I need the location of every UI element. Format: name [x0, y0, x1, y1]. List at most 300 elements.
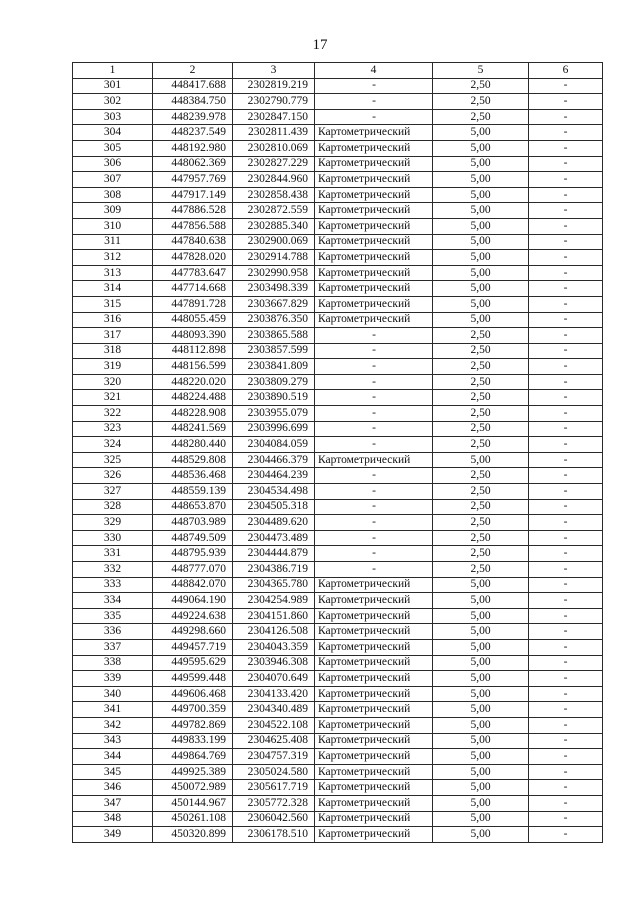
y-coordinate-cell: 2302858.438 [233, 187, 315, 203]
method-cell: Картометрический [315, 577, 433, 593]
description-cell: - [529, 764, 603, 780]
x-coordinate-cell: 449606.468 [153, 686, 233, 702]
description-cell: - [529, 702, 603, 718]
x-coordinate-cell: 447783.647 [153, 265, 233, 281]
point-number-cell: 342 [73, 717, 153, 733]
table-row [73, 421, 603, 437]
x-coordinate-cell: 448384.750 [153, 94, 233, 110]
y-coordinate-cell: 2302900.069 [233, 234, 315, 250]
point-number-cell: 322 [73, 406, 153, 422]
description-cell: - [529, 639, 603, 655]
column-header: 1 [73, 63, 153, 79]
x-coordinate-cell: 448062.369 [153, 156, 233, 172]
method-cell: - [315, 515, 433, 531]
x-coordinate-cell: 448529.808 [153, 452, 233, 468]
description-cell: - [529, 328, 603, 344]
accuracy-cell: 2,50 [433, 499, 529, 515]
method-cell: - [315, 390, 433, 406]
description-cell: - [529, 749, 603, 765]
method-cell: Картометрический [315, 655, 433, 671]
y-coordinate-cell: 2305617.719 [233, 780, 315, 796]
method-cell: - [315, 78, 433, 94]
method-cell: - [315, 546, 433, 562]
table-row [73, 250, 603, 266]
description-cell: - [529, 94, 603, 110]
point-number-cell: 311 [73, 234, 153, 250]
point-number-cell: 326 [73, 468, 153, 484]
description-cell: - [529, 296, 603, 312]
description-cell: - [529, 780, 603, 796]
y-coordinate-cell: 2304473.489 [233, 530, 315, 546]
description-cell: - [529, 265, 603, 281]
accuracy-cell: 5,00 [433, 281, 529, 297]
y-coordinate-cell: 2304151.860 [233, 608, 315, 624]
accuracy-cell: 5,00 [433, 795, 529, 811]
point-number-cell: 343 [73, 733, 153, 749]
method-cell: Картометрический [315, 218, 433, 234]
description-cell: - [529, 671, 603, 687]
point-number-cell: 348 [73, 811, 153, 827]
y-coordinate-cell: 2302844.960 [233, 172, 315, 188]
accuracy-cell: 2,50 [433, 406, 529, 422]
accuracy-cell: 5,00 [433, 452, 529, 468]
accuracy-cell: 5,00 [433, 811, 529, 827]
method-cell: Картометрический [315, 717, 433, 733]
y-coordinate-cell: 2303857.599 [233, 343, 315, 359]
method-cell: Картометрический [315, 795, 433, 811]
point-number-cell: 321 [73, 390, 153, 406]
method-cell: Картометрический [315, 593, 433, 609]
y-coordinate-cell: 2305024.580 [233, 764, 315, 780]
accuracy-cell: 5,00 [433, 671, 529, 687]
description-cell: - [529, 452, 603, 468]
point-number-cell: 334 [73, 593, 153, 609]
point-number-cell: 315 [73, 296, 153, 312]
x-coordinate-cell: 448192.980 [153, 140, 233, 156]
y-coordinate-cell: 2304133.420 [233, 686, 315, 702]
accuracy-cell: 5,00 [433, 749, 529, 765]
accuracy-cell: 2,50 [433, 562, 529, 578]
x-coordinate-cell: 449595.629 [153, 655, 233, 671]
description-cell: - [529, 421, 603, 437]
description-cell: - [529, 593, 603, 609]
table-row [73, 94, 603, 110]
method-cell: Картометрический [315, 156, 433, 172]
table-row [73, 109, 603, 125]
method-cell: Картометрический [315, 702, 433, 718]
accuracy-cell: 2,50 [433, 390, 529, 406]
y-coordinate-cell: 2304505.318 [233, 499, 315, 515]
method-cell: Картометрический [315, 686, 433, 702]
accuracy-cell: 5,00 [433, 608, 529, 624]
x-coordinate-cell: 448536.468 [153, 468, 233, 484]
method-cell: Картометрический [315, 140, 433, 156]
table-row [73, 125, 603, 141]
x-coordinate-cell: 448703.989 [153, 515, 233, 531]
table-row [73, 608, 603, 624]
y-coordinate-cell: 2304757.319 [233, 749, 315, 765]
description-cell: - [529, 655, 603, 671]
y-coordinate-cell: 2303498.339 [233, 281, 315, 297]
accuracy-cell: 5,00 [433, 140, 529, 156]
y-coordinate-cell: 2304254.989 [233, 593, 315, 609]
point-number-cell: 327 [73, 484, 153, 500]
table-row [73, 468, 603, 484]
table-row [73, 218, 603, 234]
accuracy-cell: 5,00 [433, 717, 529, 733]
y-coordinate-cell: 2302847.150 [233, 109, 315, 125]
point-number-cell: 346 [73, 780, 153, 796]
y-coordinate-cell: 2303890.519 [233, 390, 315, 406]
point-number-cell: 302 [73, 94, 153, 110]
accuracy-cell: 2,50 [433, 94, 529, 110]
x-coordinate-cell: 449064.190 [153, 593, 233, 609]
description-cell: - [529, 608, 603, 624]
point-number-cell: 349 [73, 827, 153, 843]
table-row [73, 515, 603, 531]
x-coordinate-cell: 448280.440 [153, 437, 233, 453]
point-number-cell: 310 [73, 218, 153, 234]
point-number-cell: 335 [73, 608, 153, 624]
table-row [73, 390, 603, 406]
point-number-cell: 304 [73, 125, 153, 141]
y-coordinate-cell: 2302990.958 [233, 265, 315, 281]
table-row [73, 827, 603, 843]
method-cell: - [315, 562, 433, 578]
accuracy-cell: 5,00 [433, 593, 529, 609]
description-cell: - [529, 281, 603, 297]
description-cell: - [529, 562, 603, 578]
accuracy-cell: 5,00 [433, 312, 529, 328]
y-coordinate-cell: 2304466.379 [233, 452, 315, 468]
x-coordinate-cell: 447856.588 [153, 218, 233, 234]
description-cell: - [529, 484, 603, 500]
description-cell: - [529, 733, 603, 749]
point-number-cell: 308 [73, 187, 153, 203]
method-cell: - [315, 406, 433, 422]
point-number-cell: 336 [73, 624, 153, 640]
table-row [73, 452, 603, 468]
y-coordinate-cell: 2303996.699 [233, 421, 315, 437]
point-number-cell: 318 [73, 343, 153, 359]
table-row [73, 343, 603, 359]
accuracy-cell: 5,00 [433, 250, 529, 266]
description-cell: - [529, 374, 603, 390]
point-number-cell: 316 [73, 312, 153, 328]
accuracy-cell: 5,00 [433, 655, 529, 671]
point-number-cell: 307 [73, 172, 153, 188]
table-row [73, 265, 603, 281]
method-cell: Картометрический [315, 624, 433, 640]
table-row [73, 359, 603, 375]
y-coordinate-cell: 2302810.069 [233, 140, 315, 156]
column-header: 4 [315, 63, 433, 79]
column-header: 6 [529, 63, 603, 79]
y-coordinate-cell: 2303865.588 [233, 328, 315, 344]
x-coordinate-cell: 447714.668 [153, 281, 233, 297]
table-row [73, 312, 603, 328]
x-coordinate-cell: 448093.390 [153, 328, 233, 344]
y-coordinate-cell: 2306178.510 [233, 827, 315, 843]
method-cell: Картометрический [315, 250, 433, 266]
accuracy-cell: 2,50 [433, 374, 529, 390]
table-row [73, 639, 603, 655]
description-cell: - [529, 437, 603, 453]
y-coordinate-cell: 2304522.108 [233, 717, 315, 733]
table-row [73, 406, 603, 422]
accuracy-cell: 2,50 [433, 468, 529, 484]
table-row [73, 749, 603, 765]
description-cell: - [529, 546, 603, 562]
table-row [73, 671, 603, 687]
x-coordinate-cell: 450261.108 [153, 811, 233, 827]
method-cell: Картометрический [315, 203, 433, 219]
x-coordinate-cell: 448237.549 [153, 125, 233, 141]
point-number-cell: 301 [73, 78, 153, 94]
table-row [73, 234, 603, 250]
description-cell: - [529, 156, 603, 172]
accuracy-cell: 2,50 [433, 484, 529, 500]
x-coordinate-cell: 450072.989 [153, 780, 233, 796]
table-row [73, 780, 603, 796]
table-row [73, 437, 603, 453]
accuracy-cell: 2,50 [433, 546, 529, 562]
x-coordinate-cell: 448112.898 [153, 343, 233, 359]
point-number-cell: 330 [73, 530, 153, 546]
x-coordinate-cell: 448220.020 [153, 374, 233, 390]
y-coordinate-cell: 2302885.340 [233, 218, 315, 234]
description-cell: - [529, 499, 603, 515]
point-number-cell: 333 [73, 577, 153, 593]
method-cell: Картометрический [315, 296, 433, 312]
accuracy-cell: 5,00 [433, 218, 529, 234]
table-row [73, 811, 603, 827]
x-coordinate-cell: 450320.899 [153, 827, 233, 843]
point-number-cell: 341 [73, 702, 153, 718]
table-row [73, 717, 603, 733]
accuracy-cell: 5,00 [433, 125, 529, 141]
description-cell: - [529, 234, 603, 250]
table-row [73, 702, 603, 718]
table-row [73, 764, 603, 780]
description-cell: - [529, 343, 603, 359]
table-row [73, 296, 603, 312]
y-coordinate-cell: 2303667.829 [233, 296, 315, 312]
point-number-cell: 331 [73, 546, 153, 562]
y-coordinate-cell: 2306042.560 [233, 811, 315, 827]
y-coordinate-cell: 2304464.239 [233, 468, 315, 484]
point-number-cell: 345 [73, 764, 153, 780]
x-coordinate-cell: 449700.359 [153, 702, 233, 718]
accuracy-cell: 5,00 [433, 764, 529, 780]
x-coordinate-cell: 447886.528 [153, 203, 233, 219]
method-cell: Картометрический [315, 827, 433, 843]
x-coordinate-cell: 448224.488 [153, 390, 233, 406]
point-number-cell: 313 [73, 265, 153, 281]
accuracy-cell: 2,50 [433, 359, 529, 375]
table-row [73, 593, 603, 609]
method-cell: Картометрический [315, 811, 433, 827]
accuracy-cell: 2,50 [433, 421, 529, 437]
y-coordinate-cell: 2304489.620 [233, 515, 315, 531]
description-cell: - [529, 312, 603, 328]
accuracy-cell: 2,50 [433, 109, 529, 125]
accuracy-cell: 2,50 [433, 515, 529, 531]
accuracy-cell: 5,00 [433, 827, 529, 843]
y-coordinate-cell: 2304084.059 [233, 437, 315, 453]
method-cell: - [315, 328, 433, 344]
x-coordinate-cell: 448842.070 [153, 577, 233, 593]
description-cell: - [529, 624, 603, 640]
table-row [73, 733, 603, 749]
description-cell: - [529, 530, 603, 546]
y-coordinate-cell: 2302827.229 [233, 156, 315, 172]
y-coordinate-cell: 2304625.408 [233, 733, 315, 749]
description-cell: - [529, 827, 603, 843]
table-row [73, 562, 603, 578]
method-cell: Картометрический [315, 671, 433, 687]
method-cell: - [315, 374, 433, 390]
point-number-cell: 306 [73, 156, 153, 172]
x-coordinate-cell: 448653.870 [153, 499, 233, 515]
method-cell: - [315, 94, 433, 110]
x-coordinate-cell: 448228.908 [153, 406, 233, 422]
table-row [73, 281, 603, 297]
method-cell: Картометрический [315, 639, 433, 655]
method-cell: Картометрический [315, 125, 433, 141]
accuracy-cell: 5,00 [433, 577, 529, 593]
point-number-cell: 332 [73, 562, 153, 578]
method-cell: Картометрический [315, 608, 433, 624]
x-coordinate-cell: 448239.978 [153, 109, 233, 125]
description-cell: - [529, 250, 603, 266]
method-cell: - [315, 109, 433, 125]
table-row [73, 374, 603, 390]
coordinates-table [72, 62, 603, 843]
x-coordinate-cell: 447957.769 [153, 172, 233, 188]
point-number-cell: 312 [73, 250, 153, 266]
y-coordinate-cell: 2302811.439 [233, 125, 315, 141]
description-cell: - [529, 109, 603, 125]
x-coordinate-cell: 449925.389 [153, 764, 233, 780]
method-cell: Картометрический [315, 281, 433, 297]
x-coordinate-cell: 447828.020 [153, 250, 233, 266]
point-number-cell: 309 [73, 203, 153, 219]
accuracy-cell: 5,00 [433, 296, 529, 312]
table-row [73, 484, 603, 500]
column-header: 3 [233, 63, 315, 79]
point-number-cell: 329 [73, 515, 153, 531]
x-coordinate-cell: 449298.660 [153, 624, 233, 640]
x-coordinate-cell: 449833.199 [153, 733, 233, 749]
y-coordinate-cell: 2302819.219 [233, 78, 315, 94]
table-row [73, 140, 603, 156]
point-number-cell: 328 [73, 499, 153, 515]
point-number-cell: 340 [73, 686, 153, 702]
accuracy-cell: 5,00 [433, 234, 529, 250]
x-coordinate-cell: 449599.448 [153, 671, 233, 687]
x-coordinate-cell: 449782.869 [153, 717, 233, 733]
x-coordinate-cell: 448559.139 [153, 484, 233, 500]
column-header: 5 [433, 63, 529, 79]
accuracy-cell: 5,00 [433, 265, 529, 281]
description-cell: - [529, 406, 603, 422]
y-coordinate-cell: 2304043.359 [233, 639, 315, 655]
method-cell: - [315, 421, 433, 437]
accuracy-cell: 2,50 [433, 328, 529, 344]
y-coordinate-cell: 2304070.649 [233, 671, 315, 687]
y-coordinate-cell: 2303946.308 [233, 655, 315, 671]
point-number-cell: 324 [73, 437, 153, 453]
point-number-cell: 320 [73, 374, 153, 390]
description-cell: - [529, 717, 603, 733]
method-cell: Картометрический [315, 780, 433, 796]
description-cell: - [529, 172, 603, 188]
method-cell: Картометрический [315, 733, 433, 749]
accuracy-cell: 5,00 [433, 780, 529, 796]
table-row [73, 328, 603, 344]
y-coordinate-cell: 2303809.279 [233, 374, 315, 390]
y-coordinate-cell: 2304386.719 [233, 562, 315, 578]
y-coordinate-cell: 2303955.079 [233, 406, 315, 422]
description-cell: - [529, 140, 603, 156]
x-coordinate-cell: 449224.638 [153, 608, 233, 624]
point-number-cell: 337 [73, 639, 153, 655]
description-cell: - [529, 78, 603, 94]
table-row [73, 577, 603, 593]
y-coordinate-cell: 2305772.328 [233, 795, 315, 811]
accuracy-cell: 2,50 [433, 78, 529, 94]
method-cell: - [315, 437, 433, 453]
column-header: 2 [153, 63, 233, 79]
y-coordinate-cell: 2304444.879 [233, 546, 315, 562]
point-number-cell: 319 [73, 359, 153, 375]
x-coordinate-cell: 447891.728 [153, 296, 233, 312]
method-cell: Картометрический [315, 265, 433, 281]
method-cell: Картометрический [315, 452, 433, 468]
accuracy-cell: 5,00 [433, 686, 529, 702]
method-cell: Картометрический [315, 312, 433, 328]
point-number-cell: 325 [73, 452, 153, 468]
accuracy-cell: 5,00 [433, 203, 529, 219]
accuracy-cell: 5,00 [433, 172, 529, 188]
table-row [73, 655, 603, 671]
y-coordinate-cell: 2302872.559 [233, 203, 315, 219]
method-cell: - [315, 359, 433, 375]
method-cell: - [315, 499, 433, 515]
x-coordinate-cell: 447840.638 [153, 234, 233, 250]
method-cell: - [315, 484, 433, 500]
table-row [73, 530, 603, 546]
x-coordinate-cell: 448156.599 [153, 359, 233, 375]
point-number-cell: 344 [73, 749, 153, 765]
y-coordinate-cell: 2303841.809 [233, 359, 315, 375]
point-number-cell: 317 [73, 328, 153, 344]
method-cell: Картометрический [315, 234, 433, 250]
method-cell: Картометрический [315, 187, 433, 203]
table-row [73, 546, 603, 562]
table-header-row [73, 63, 603, 79]
point-number-cell: 338 [73, 655, 153, 671]
point-number-cell: 339 [73, 671, 153, 687]
accuracy-cell: 2,50 [433, 343, 529, 359]
description-cell: - [529, 686, 603, 702]
point-number-cell: 305 [73, 140, 153, 156]
point-number-cell: 323 [73, 421, 153, 437]
point-number-cell: 347 [73, 795, 153, 811]
accuracy-cell: 5,00 [433, 702, 529, 718]
description-cell: - [529, 515, 603, 531]
